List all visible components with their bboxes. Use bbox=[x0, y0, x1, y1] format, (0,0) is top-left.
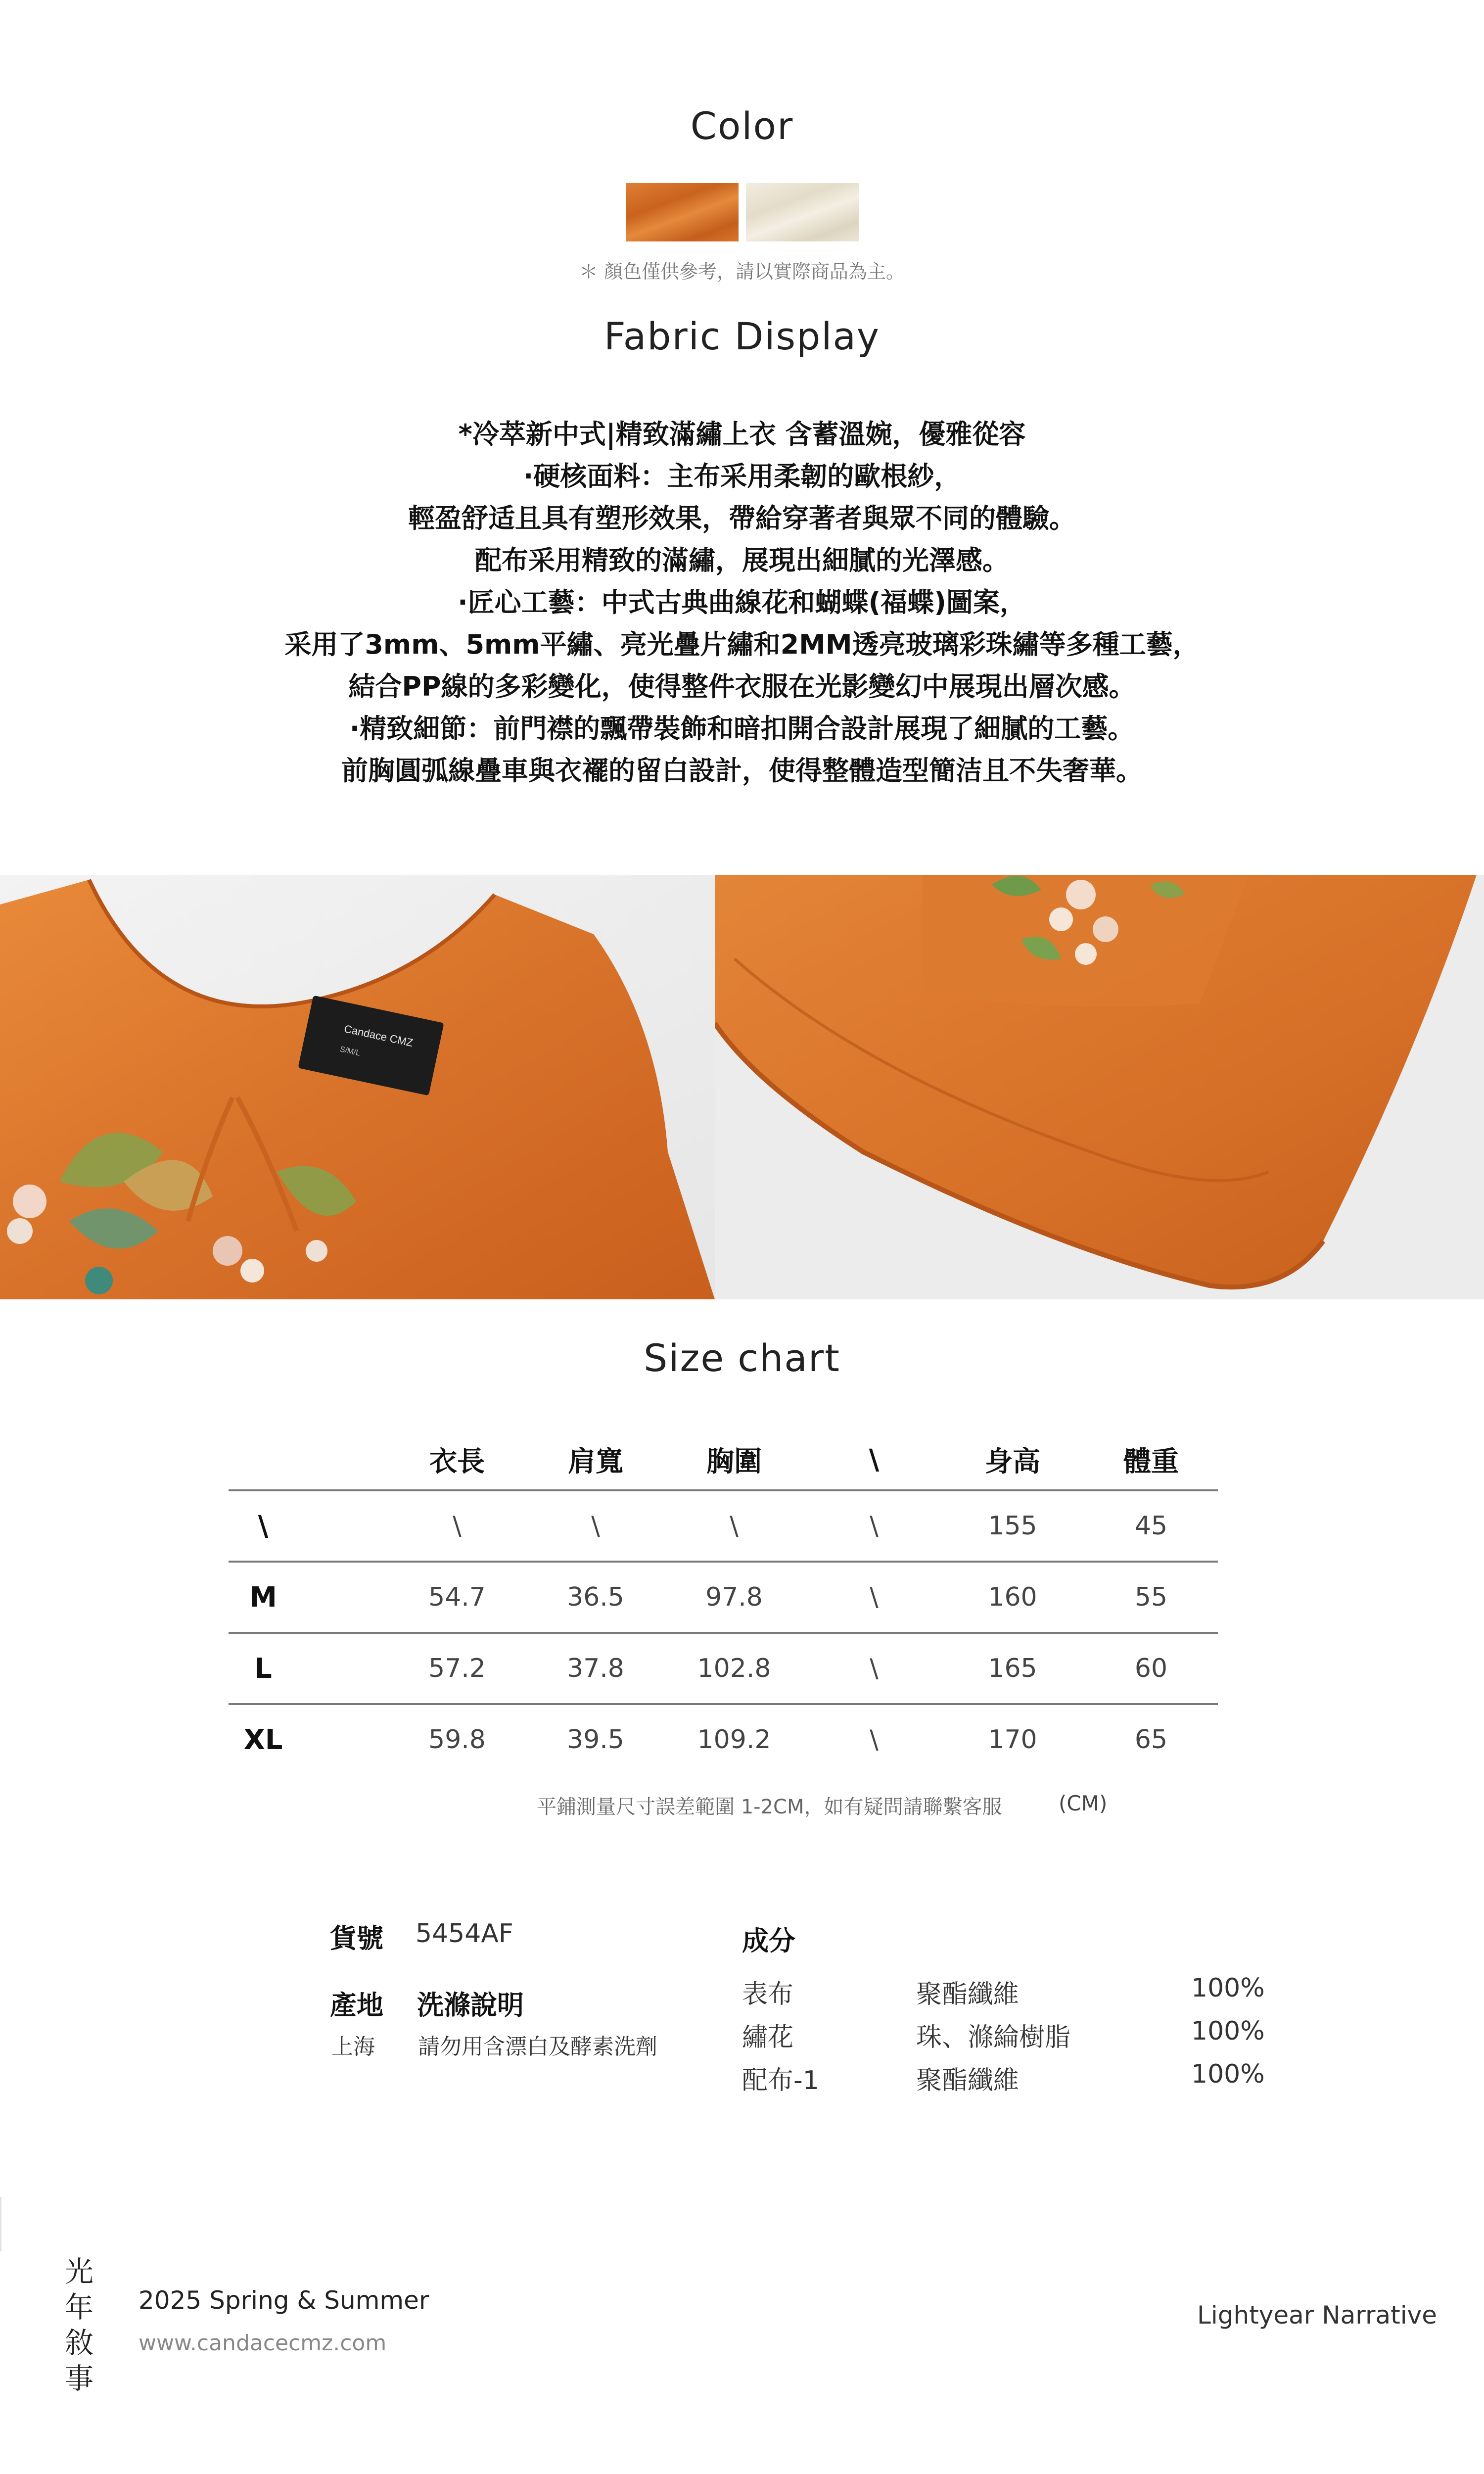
footer-char: 敘 bbox=[64, 2326, 93, 2360]
sku-label: 貨號 bbox=[330, 1923, 383, 1954]
row-label: \ bbox=[258, 1510, 269, 1542]
table-cell: 59.8 bbox=[428, 1725, 486, 1755]
table-cell: 170 bbox=[988, 1725, 1037, 1755]
composition-material: 珠、滌綸樹脂 bbox=[916, 2023, 1071, 2052]
footer-char: 光 bbox=[64, 2255, 93, 2288]
origin-label: 產地 bbox=[330, 1990, 383, 2021]
desc-line: 配布采用精致的滿繡，展現出細膩的光澤感。 bbox=[475, 545, 1009, 576]
desc-line: ·匠心工藝：中式古典曲線花和蝴蝶(福蝶)圖案， bbox=[458, 587, 1026, 618]
size-table bbox=[229, 1430, 1218, 1774]
fabric-description bbox=[0, 413, 1484, 792]
table-row bbox=[229, 1563, 1218, 1634]
composition-material: 聚酯纖維 bbox=[916, 1980, 1020, 2009]
footer-edge-line bbox=[0, 2197, 1, 2251]
table-row bbox=[229, 1705, 1218, 1774]
table-row bbox=[229, 1491, 1218, 1563]
table-cell: 60 bbox=[1134, 1654, 1168, 1683]
label-tag: S/M/L bbox=[339, 1045, 361, 1058]
row-label: M bbox=[249, 1581, 277, 1614]
wash-label: 洗滌說明 bbox=[417, 1990, 524, 2021]
label-brand: Candace CMZ bbox=[343, 1022, 415, 1049]
table-cell: 160 bbox=[988, 1582, 1037, 1612]
desc-line: 結合PP線的多彩變化，使得整件衣服在光影變幻中展現出層次感。 bbox=[348, 671, 1136, 702]
desc-line: ·硬核面料：主布采用柔韌的歐根紗， bbox=[523, 461, 961, 492]
table-cell: 97.8 bbox=[705, 1582, 763, 1612]
table-cell: 102.8 bbox=[697, 1654, 771, 1683]
desc-line: 采用了3mm、5mm平繡、亮光疊片繡和2MM透亮玻璃彩珠繡等多種工藝， bbox=[284, 629, 1200, 660]
composition-part: 配布-1 bbox=[742, 2066, 819, 2095]
table-cell: 36.5 bbox=[567, 1582, 624, 1612]
size-chart-note: 平鋪測量尺寸誤差範圍 1-2CM，如有疑問請聯繫客服 bbox=[537, 1796, 1002, 1818]
desc-line: *冷萃新中式|精致滿繡上衣 含蓄溫婉，優雅從容 bbox=[458, 419, 1026, 450]
desc-line: 前胸圓弧線疊車與衣襬的留白設計，使得整體造型簡洁且不失奢華。 bbox=[341, 755, 1143, 786]
color-title: Color bbox=[690, 104, 794, 148]
table-cell: \ bbox=[591, 1511, 600, 1541]
header-cell: 身高 bbox=[985, 1446, 1040, 1478]
color-swatch-orange[interactable] bbox=[626, 183, 739, 241]
table-cell: 39.5 bbox=[567, 1725, 624, 1755]
row-label: L bbox=[254, 1652, 272, 1685]
composition-label: 成分 bbox=[742, 1925, 795, 1956]
footer-char: 年 bbox=[64, 2290, 93, 2324]
composition-part: 繡花 bbox=[742, 2023, 794, 2052]
composition-percent: 100% bbox=[1191, 2016, 1265, 2046]
size-chart-unit: (CM) bbox=[1059, 1791, 1108, 1815]
color-swatch-cream[interactable] bbox=[746, 183, 859, 241]
size-chart-title: Size chart bbox=[644, 1336, 840, 1380]
footer-brand-line: Lightyear Narrative bbox=[1197, 2301, 1437, 2330]
fabric-title: Fabric Display bbox=[604, 314, 880, 358]
header-cell: \ bbox=[869, 1443, 880, 1476]
header-cell: 體重 bbox=[1123, 1446, 1179, 1478]
table-cell: 55 bbox=[1134, 1582, 1168, 1612]
table-cell: 37.8 bbox=[567, 1654, 624, 1683]
table-cell: \ bbox=[870, 1654, 879, 1683]
origin-value: 上海 bbox=[331, 2034, 375, 2059]
composition-percent: 100% bbox=[1191, 1973, 1265, 2003]
footer-char: 事 bbox=[64, 2362, 93, 2395]
composition-part: 表布 bbox=[742, 1980, 794, 2009]
table-cell: \ bbox=[870, 1582, 879, 1612]
footer-season: 2025 Spring & Summer bbox=[139, 2286, 429, 2315]
table-cell: \ bbox=[730, 1511, 739, 1541]
composition-percent: 100% bbox=[1191, 2059, 1265, 2089]
table-cell: 54.7 bbox=[428, 1582, 486, 1612]
photo-collar-detail bbox=[0, 875, 715, 1299]
desc-line: 輕盈舒适且具有塑形效果，帶給穿著者與眾不同的體驗。 bbox=[408, 503, 1076, 534]
table-cell: 57.2 bbox=[428, 1654, 486, 1683]
header-cell: 胸圍 bbox=[706, 1446, 762, 1478]
table-cell: \ bbox=[870, 1511, 879, 1541]
photo-hem-detail bbox=[715, 875, 1484, 1299]
table-cell: 165 bbox=[988, 1654, 1037, 1683]
table-cell: 45 bbox=[1134, 1511, 1168, 1541]
header-cell: 肩寬 bbox=[568, 1446, 623, 1478]
header-cell bbox=[199, 1430, 327, 1489]
desc-line: ·精致細節：前門襟的飄帶裝飾和暗扣開合設計展現了細膩的工藝。 bbox=[349, 713, 1135, 744]
table-cell: 65 bbox=[1134, 1725, 1168, 1755]
footer-website[interactable]: www.candacecmz.com bbox=[139, 2331, 387, 2356]
table-cell: 109.2 bbox=[697, 1725, 771, 1755]
table-cell: \ bbox=[870, 1725, 879, 1755]
sku-value: 5454AF bbox=[416, 1919, 513, 1949]
table-cell: \ bbox=[453, 1511, 462, 1541]
footer-vertical-title bbox=[64, 2254, 94, 2396]
wash-value: 請勿用含漂白及酵素洗劑 bbox=[418, 2034, 657, 2059]
color-note: ＊ 顏色僅供參考，請以實際商品為主。 bbox=[579, 261, 905, 283]
row-label: XL bbox=[243, 1723, 283, 1756]
size-table-header bbox=[229, 1430, 1218, 1491]
header-cell: 衣長 bbox=[429, 1446, 485, 1478]
composition-material: 聚酯纖維 bbox=[916, 2066, 1020, 2095]
table-cell: 155 bbox=[988, 1511, 1037, 1541]
table-row bbox=[229, 1634, 1218, 1705]
